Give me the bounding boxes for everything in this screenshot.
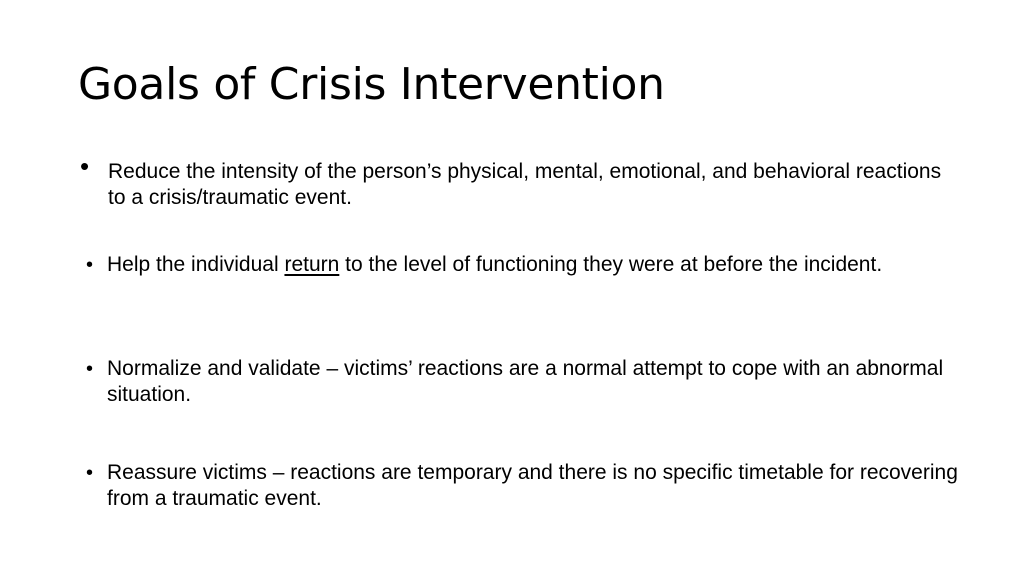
bullet-text-part: to the level of functioning they were at before the incident. [339, 253, 883, 276]
bullet-dot-icon: • [86, 462, 94, 484]
bullet-text-part: Help the individual [107, 253, 285, 276]
bullet-text: Normalize and validate – victims’ reactions are a normal attempt to cope with an abnormal situation. [107, 357, 944, 406]
slide-title: Goals of Crisis Intervention [78, 59, 665, 110]
bullet-dot-icon: • [86, 358, 94, 380]
bullet-dot-icon: • [80, 151, 90, 181]
bullet-dot-icon: • [86, 254, 94, 276]
bullet-text: Reassure victims – reactions are temporary and there is no specific timetable for recovering from a traumatic event. [107, 461, 958, 510]
bullet-text [107, 252, 959, 278]
underlined-word: return [284, 253, 340, 276]
bullet-text: Reduce the intensity of the person’s physical, mental, emotional, and behavioral reactions to a crisis/traumatic event. [108, 160, 942, 209]
